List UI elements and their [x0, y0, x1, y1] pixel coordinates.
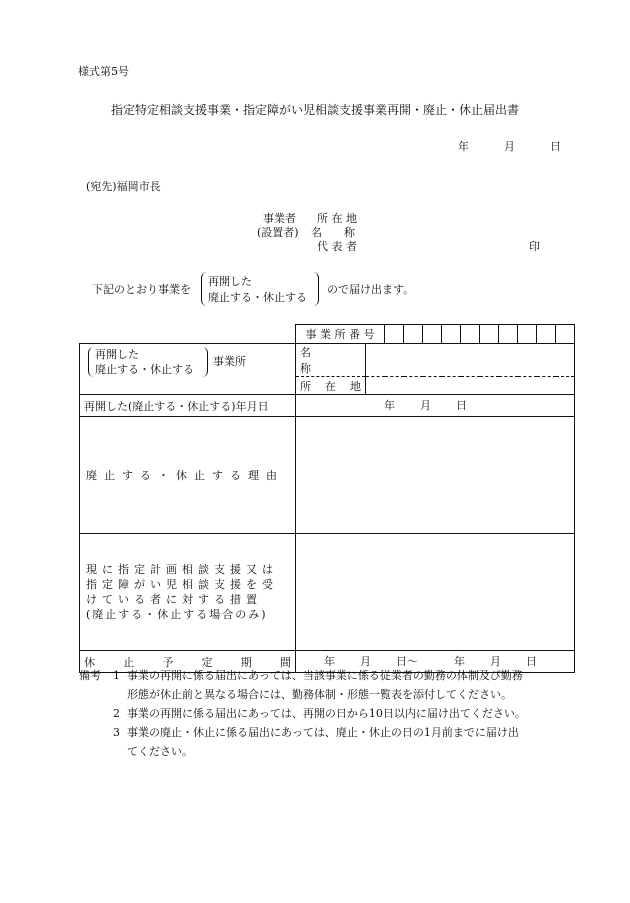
office-name-field[interactable] — [366, 344, 575, 377]
form-number: 様式第5号 — [78, 65, 129, 78]
date-day-label: 日 — [550, 140, 561, 153]
office-option-close: 廃止する・休止する — [95, 363, 194, 376]
addressee: (宛先)福岡市長 — [86, 180, 161, 193]
office-number-digit[interactable] — [499, 325, 518, 344]
office-number-digit[interactable] — [518, 325, 537, 344]
office-number-digit[interactable] — [556, 325, 575, 344]
office-number-digit[interactable] — [385, 325, 404, 344]
period-start-day: 日〜 — [396, 655, 418, 668]
office-number-digit[interactable] — [480, 325, 499, 344]
operator-label: 事業者 — [263, 212, 296, 225]
office-number-label: 事 業 所 番 号 — [296, 325, 385, 344]
remark-number: 3 — [113, 726, 120, 739]
notice-suffix: ので届け出ます。 — [327, 283, 415, 296]
measures-field[interactable] — [296, 534, 575, 651]
reason-label: 廃止する・休止する理由 — [80, 417, 296, 534]
date-year-label: 年 — [458, 140, 469, 153]
period-start-year: 年 — [324, 655, 335, 668]
founder-label: (設置者) — [257, 226, 299, 239]
date-row-label: 再開した(廃止する・休止する)年月日 — [80, 395, 296, 417]
reason-field[interactable] — [296, 417, 575, 534]
office-number-digit[interactable] — [537, 325, 556, 344]
period-start-month: 月 — [360, 655, 371, 668]
date-row-year: 年 — [384, 399, 395, 412]
operator-rep-label: 代 表 者 — [317, 240, 357, 253]
measures-label — [80, 534, 296, 651]
operator-address-label: 所 在 地 — [317, 212, 357, 225]
office-number-digit[interactable] — [404, 325, 423, 344]
remark-text: 事業の廃止・休止に係る届出にあっては、廃止・休止の日の1月前までに届け出 — [127, 726, 519, 739]
date-row-month: 月 — [420, 399, 431, 412]
seal-mark: 印 — [529, 240, 540, 253]
measures-line: けている者に対する措置 — [86, 593, 262, 606]
remark-number: 2 — [113, 707, 120, 720]
date-row-field[interactable] — [296, 395, 575, 417]
period-end-year: 年 — [454, 655, 465, 668]
measures-line: (廃止する・休止する場合のみ) — [86, 608, 268, 621]
office-number-digit[interactable] — [442, 325, 461, 344]
period-label: 休 止 予 定 期 間 — [80, 651, 296, 673]
remark-text: てください。 — [127, 745, 193, 758]
date-row-day: 日 — [456, 399, 467, 412]
office-type-cell — [80, 344, 296, 395]
period-end-month: 月 — [490, 655, 501, 668]
operator-block — [257, 212, 357, 254]
period-end-day: 日 — [526, 655, 537, 668]
submission-date — [458, 140, 561, 154]
operator-name-label: 名 称 — [311, 226, 355, 239]
remarks-heading: 備考 — [79, 669, 101, 682]
measures-line: 現に指定計画相談支援又は — [86, 563, 278, 576]
office-option-reopen: 再開した — [95, 348, 139, 361]
office-name-label: 名 称 — [296, 344, 366, 377]
remark-text: 事業の再開に係る届出にあっては、再開の日から10日以内に届け出てください。 — [127, 707, 526, 720]
remark-text: 形態が休止前と異なる場合には、勤務体制・形態一覧表を添付してください。 — [127, 688, 512, 701]
office-number-digit[interactable] — [423, 325, 442, 344]
form-title: 指定特定相談支援事業・指定障がい児相談支援事業再開・廃止・休止届出書 — [110, 103, 519, 117]
date-month-label: 月 — [504, 140, 515, 153]
remark-text: 事業の再開に係る届出にあっては、当該事業に係る従業者の勤務の体制及び勤務 — [127, 669, 523, 682]
notice-option-close: 廃止する・休止する — [208, 291, 307, 304]
remark-number: 1 — [113, 669, 120, 682]
notice-prefix: 下記のとおり事業を — [92, 283, 191, 296]
office-address-label: 所 在 地 — [296, 377, 366, 395]
notification-table — [79, 324, 575, 673]
office-number-digit[interactable] — [461, 325, 480, 344]
remarks — [79, 666, 559, 761]
measures-line: 指定障がい児相談支援を受 — [86, 578, 278, 591]
notice-option-reopen: 再開した — [208, 275, 252, 288]
office-address-field[interactable] — [366, 377, 575, 395]
office-suffix: 事業所 — [213, 355, 246, 368]
